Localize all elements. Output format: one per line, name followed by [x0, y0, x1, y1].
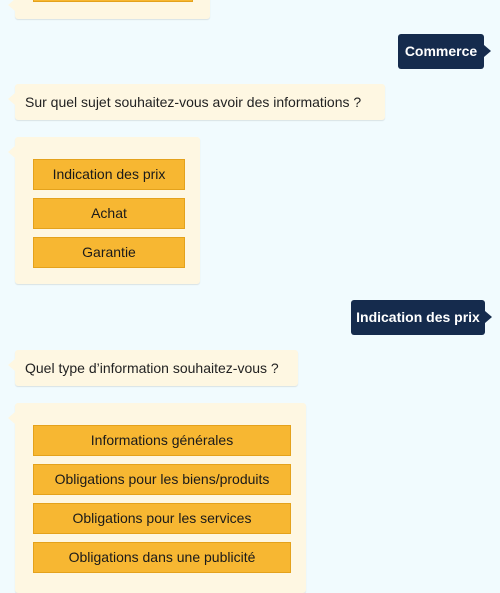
- subject-options-card: [15, 137, 200, 284]
- bot-message-information-type-question: [15, 350, 298, 386]
- information-type-options-card: [15, 403, 306, 593]
- user-message-indication-des-prix: Indication des prix: [351, 300, 485, 335]
- bot-message-text: Quel type d’information souhaitez-vous ?: [25, 360, 279, 376]
- option-button-informations-generales[interactable]: Informations générales: [33, 425, 291, 456]
- bot-message-subject-question: [15, 84, 385, 120]
- option-button-garantie[interactable]: Garantie: [33, 237, 185, 268]
- option-button-obligations-publicite[interactable]: Obligations dans une publicité: [33, 542, 291, 573]
- option-button-indication-des-prix[interactable]: Indication des prix: [33, 159, 185, 190]
- user-message-commerce: Commerce: [398, 34, 484, 69]
- option-button-obligations-services[interactable]: Obligations pour les services: [33, 503, 291, 534]
- previous-options-card: [15, 0, 210, 19]
- bot-message-text: Sur quel sujet souhaitez-vous avoir des informations ?: [25, 94, 362, 110]
- option-button-achat[interactable]: Achat: [33, 198, 185, 229]
- option-button-previous[interactable]: [33, 0, 193, 2]
- option-button-obligations-biens-produits[interactable]: Obligations pour les biens/produits: [33, 464, 291, 495]
